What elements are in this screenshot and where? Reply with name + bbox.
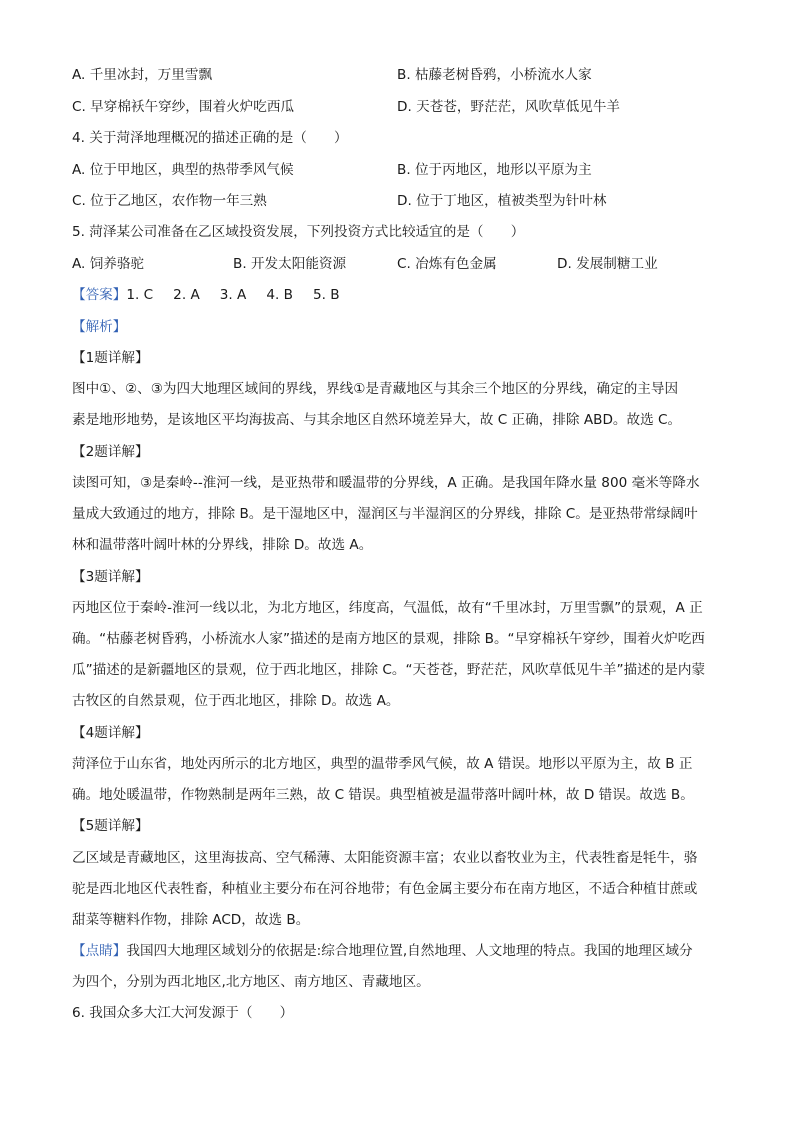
tip-line (72, 942, 693, 960)
answer-value: 1. C (126, 287, 154, 303)
detail-3-line: 古牧区的自然景观，位于西北地区，排除 D。故选 A。 (72, 693, 400, 709)
tip-text: 我国四大地理区域划分的依据是:综合地理位置,自然地理、人文地理的特点。我国的地理区域分 (126, 943, 693, 959)
q6-stem: 6. 我国众多大江大河发源于（ ） (72, 1005, 294, 1021)
detail-2-line: 读图可知，③是秦岭--淮河一线，是亚热带和暖温带的分界线，A 正确。是我国年降水量 800 毫米等降水 (72, 475, 700, 491)
detail-3-line: 丙地区位于秦岭-淮河一线以北，为北方地区，纬度高，气温低，故有“千里冰封，万里雪飘”的景观，A 正 (72, 600, 703, 616)
detail-heading-2: 【2题详解】 (72, 444, 149, 460)
detail-1-line: 素是地形地势，是该地区平均海拔高、与其余地区自然环境差异大，故 C 正确，排除 ABD。故选 C。 (72, 412, 682, 428)
detail-5-line: 甜菜等糖料作物，排除 ACD，故选 B。 (72, 912, 310, 928)
detail-1-line: 图中①、②、③为四大地理区域间的界线，界线①是青藏地区与其余三个地区的分界线，确定的主导因 (72, 381, 679, 397)
q3-option-d: D. 天苍苍，野茫茫，风吹草低见牛羊 (397, 99, 621, 115)
q5-option-d: D. 发展制糖工业 (557, 256, 658, 272)
q5-option-c: C. 冶炼有色金属 (397, 256, 497, 272)
q3-option-a: A. 千里冰封，万里雪飘 (72, 67, 213, 83)
detail-heading-1: 【1题详解】 (72, 350, 149, 366)
detail-5-line: 驼是西北地区代表牲畜，种植业主要分布在河谷地带；有色金属主要分布在南方地区，不适合种植甘蔗或 (72, 881, 698, 897)
q4-option-a: A. 位于甲地区，典型的热带季风气候 (72, 162, 294, 178)
detail-4-line: 菏泽位于山东省，地处丙所示的北方地区，典型的温带季风气候，故 A 错误。地形以平原为主，故 B 正 (72, 756, 693, 772)
tip-line: 为四个，分别为西北地区,北方地区、南方地区、青藏地区。 (72, 974, 430, 990)
answer-value: 4. B (266, 287, 293, 303)
answer-value: 2. A (173, 287, 200, 303)
answer-label: 【答案】 (72, 287, 127, 303)
q4-stem: 4. 关于菏泽地理概况的描述正确的是（ ） (72, 130, 348, 146)
detail-3-line: 确。“枯藤老树昏鸦，小桥流水人家”描述的是南方地区的景观，排除 B。“早穿棉袄午穿纱，围着火炉吃西 (72, 631, 705, 647)
q5-option-a: A. 饲养骆驼 (72, 256, 145, 272)
answer-values (126, 287, 359, 303)
q3-option-b: B. 枯藤老树昏鸦，小桥流水人家 (397, 67, 592, 83)
answer-value: 3. A (219, 287, 247, 303)
q5-option-b: B. 开发太阳能资源 (233, 256, 347, 272)
detail-2-line: 量成大致通过的地方，排除 B。是干湿地区中，湿润区与半湿润区的分界线，排除 C。是亚热带常绿阔叶 (72, 506, 698, 522)
q5-stem: 5. 菏泽某公司准备在乙区域投资发展，下列投资方式比较适宜的是（ ） (72, 224, 525, 240)
answer-line (72, 286, 360, 304)
detail-5-line: 乙区域是青藏地区，这里海拔高、空气稀薄、太阳能资源丰富；农业以畜牧业为主，代表牲畜是牦牛，骆 (72, 850, 698, 866)
detail-4-line: 确。地处暖温带，作物熟制是两年三熟，故 C 错误。典型植被是温带落叶阔叶林，故 D 错误。故选 B。 (72, 787, 694, 803)
detail-heading-3: 【3题详解】 (72, 569, 149, 585)
tip-label: 【点睛】 (72, 943, 127, 959)
q4-option-c: C. 位于乙地区，农作物一年三熟 (72, 193, 267, 209)
answer-value: 5. B (312, 287, 340, 303)
detail-heading-5: 【5题详解】 (72, 818, 149, 834)
detail-3-line: 瓜”描述的是新疆地区的景观，位于西北地区，排除 C。“天苍苍，野茫茫，风吹草低见牛羊”描述的是内蒙 (72, 662, 706, 678)
detail-heading-4: 【4题详解】 (72, 725, 149, 741)
q4-option-d: D. 位于丁地区，植被类型为针叶林 (397, 193, 607, 209)
q4-option-b: B. 位于丙地区，地形以平原为主 (397, 162, 592, 178)
analysis-label: 【解析】 (72, 319, 127, 335)
detail-2-line: 林和温带落叶阔叶林的分界线，排除 D。故选 A。 (72, 537, 373, 553)
q3-option-c: C. 早穿棉袄午穿纱，围着火炉吃西瓜 (72, 99, 295, 115)
